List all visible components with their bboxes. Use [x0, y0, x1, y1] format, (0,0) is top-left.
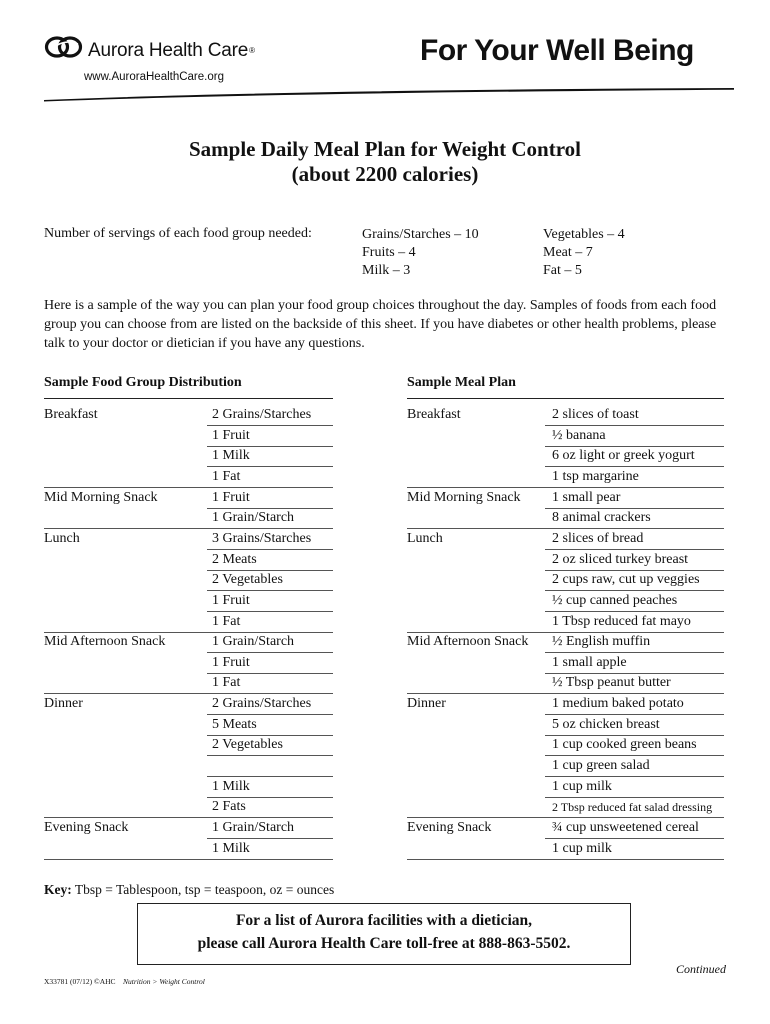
distribution-item: 1 Fat — [212, 468, 241, 484]
servings-item: Meat – 7 — [543, 245, 593, 260]
footer-code: X33781 (07/12) ©AHC — [44, 977, 116, 986]
meal-plan-row-rule — [545, 590, 724, 591]
meal-plan-row-rule — [545, 714, 724, 715]
meal-plan-row — [0, 469, 770, 490]
meal-plan-row-rule — [545, 652, 724, 653]
meal-plan-row-rule — [545, 570, 724, 571]
meal-plan-row-rule — [545, 797, 724, 798]
distribution-item: 1 Fruit — [212, 654, 250, 670]
meal-plan-item: 2 oz sliced turkey breast — [552, 551, 689, 567]
meal-plan-item: 1 cup milk — [552, 778, 612, 794]
meal-plan-row — [0, 407, 770, 428]
meal-plan-item: 1 cup green salad — [552, 758, 650, 774]
meal-plan-row — [0, 675, 770, 696]
callout-line-1: For a list of Aurora facilities with a dietician, — [235, 912, 533, 929]
meal-plan-row-rule — [545, 425, 724, 426]
distribution-item: 1 Fat — [212, 675, 241, 691]
meal-plan-row — [0, 779, 770, 800]
meal-plan-meal-label: Mid Morning Snack — [407, 489, 521, 505]
meal-plan-row — [0, 696, 770, 717]
meal-plan-item: 6 oz light or greek yogurt — [552, 448, 695, 464]
distribution-meal-label: Breakfast — [44, 407, 98, 422]
distribution-item: 5 Meats — [212, 716, 257, 732]
meal-plan-row-rule — [407, 693, 724, 694]
continued-note: Continued — [676, 962, 726, 976]
distribution-item: 2 Meats — [212, 551, 257, 567]
meal-plan-header-rule — [407, 398, 724, 399]
meal-plan-row — [0, 552, 770, 573]
meal-plan-row — [0, 820, 770, 841]
meal-plan-row — [0, 428, 770, 449]
distribution-meal-label: Lunch — [44, 530, 80, 546]
meal-plan-row-rule — [545, 755, 724, 756]
meal-plan-row — [0, 572, 770, 593]
meal-plan-row-rule — [407, 487, 724, 488]
key-label: Key: — [44, 882, 72, 897]
distribution-meal-label: Mid Morning Snack — [44, 489, 158, 505]
meal-plan-row-rule — [545, 508, 724, 509]
distribution-item: 1 Milk — [212, 778, 250, 794]
distribution-header-rule — [44, 398, 333, 399]
meal-plan-item: ½ cup canned peaches — [552, 592, 678, 608]
meal-plan-row — [0, 510, 770, 531]
servings-item: Fat – 5 — [543, 263, 582, 278]
brand-name: Aurora Health Care® — [88, 40, 255, 61]
meal-plan-row — [0, 655, 770, 676]
meal-plan-item: 2 Tbsp reduced fat salad dressing — [552, 800, 713, 815]
meal-plan-row — [0, 717, 770, 738]
meal-plan-row-rule — [545, 611, 724, 612]
meal-plan-row-rule — [407, 528, 724, 529]
meal-plan-item: 2 slices of toast — [552, 407, 639, 422]
dietician-callout-box — [137, 903, 631, 965]
meal-plan-item: 5 oz chicken breast — [552, 716, 660, 732]
servings-column-2 — [543, 226, 625, 280]
meal-plan-row-rule — [545, 549, 724, 550]
meal-plan-row-rule — [545, 446, 724, 447]
distribution-item: 1 Fruit — [212, 489, 250, 505]
header-swoosh — [44, 82, 734, 102]
meal-plan-row — [0, 737, 770, 758]
meal-plan-row — [0, 448, 770, 469]
meal-plan-row — [0, 614, 770, 635]
meal-plan-row — [0, 758, 770, 779]
registered-mark: ® — [249, 46, 255, 55]
distribution-item: 2 Grains/Starches — [212, 407, 312, 422]
distribution-item: 1 Grain/Starch — [212, 510, 295, 526]
servings-item: Milk – 3 — [362, 263, 411, 278]
meal-plan-row-rule — [545, 776, 724, 777]
meal-plan-item: ¾ cup unsweetened cereal — [552, 820, 699, 835]
meal-plan-item: 2 slices of bread — [552, 530, 644, 546]
meal-plan-row-rule — [545, 466, 724, 467]
tagline: For Your Well Being — [420, 34, 694, 67]
meal-plan-item: 1 cup milk — [552, 840, 612, 856]
meal-plan-row-rule — [407, 859, 724, 860]
distribution-item: 2 Vegetables — [212, 572, 283, 588]
meal-plan-item: 1 tsp margarine — [552, 468, 639, 484]
website-url: www.AuroraHealthCare.org — [84, 71, 224, 83]
meal-plan-row-rule — [545, 673, 724, 674]
meal-plan-item: 1 cup cooked green beans — [552, 737, 697, 753]
callout-line-2: please call Aurora Health Care toll-free at 888-863-5502. — [197, 935, 571, 952]
servings-column-1 — [362, 226, 479, 280]
meal-plan-row-rule — [545, 838, 724, 839]
intro-paragraph: Here is a sample of the way you can plan your food group choices throughout the day. Samples of foods from each food group you can choose from are listed on the backside of this sheet. If you have diabetes or other health problems, please talk to your doctor or dietician if you have any questions. — [44, 298, 717, 351]
distribution-item: 1 Grain/Starch — [212, 634, 295, 650]
page-title: Sample Daily Meal Plan for Weight Control — [189, 137, 581, 161]
servings-item: Vegetables – 4 — [543, 227, 625, 242]
distribution-item: 1 Milk — [212, 448, 250, 464]
meal-plan-meal-label: Lunch — [407, 530, 443, 546]
distribution-item: 3 Grains/Starches — [212, 530, 312, 546]
meal-plan-row — [0, 799, 770, 820]
meal-plan-item: 1 small pear — [552, 489, 621, 505]
distribution-meal-label: Dinner — [44, 696, 83, 712]
meal-plan-row — [0, 490, 770, 511]
servings-item: Fruits – 4 — [362, 245, 416, 260]
distribution-item: 1 Grain/Starch — [212, 820, 295, 835]
servings-label: Number of servings of each food group needed: — [44, 226, 312, 241]
footer-path: Nutrition > Weight Control — [123, 977, 205, 986]
meal-plan-row — [0, 593, 770, 614]
distribution-item: 2 Vegetables — [212, 737, 283, 753]
meal-plan-item: ½ Tbsp peanut butter — [552, 675, 671, 691]
distribution-item: 1 Fruit — [212, 427, 250, 443]
key-text: Tbsp = Tablespoon, tsp = teaspoon, oz = ounces — [71, 882, 335, 897]
servings-item: Grains/Starches – 10 — [362, 227, 479, 242]
page-subtitle: (about 2200 calories) — [291, 162, 479, 186]
meal-plan-item: 2 cups raw, cut up veggies — [552, 572, 700, 588]
meal-plan-item: ½ English muffin — [552, 634, 651, 650]
meal-plan-row — [0, 531, 770, 552]
distribution-item: 1 Milk — [212, 840, 250, 856]
meal-plan-meal-label: Breakfast — [407, 407, 461, 422]
meal-plan-meal-label: Dinner — [407, 696, 446, 712]
meal-plan-item: 1 medium baked potato — [552, 696, 684, 712]
meal-plan-meal-label: Evening Snack — [407, 820, 492, 835]
meal-plan-heading: Sample Meal Plan — [407, 375, 516, 390]
aurora-logo-icon — [44, 34, 84, 60]
meal-plan-row-rule — [407, 817, 724, 818]
distribution-item: 1 Fruit — [212, 592, 250, 608]
meal-plan-meal-label: Mid Afternoon Snack — [407, 634, 529, 650]
meal-plan-row-rule — [545, 735, 724, 736]
meal-plan-row-rule — [407, 632, 724, 633]
distribution-meal-label: Evening Snack — [44, 820, 129, 835]
distribution-meal-label: Mid Afternoon Snack — [44, 634, 166, 650]
key-legend — [44, 882, 334, 898]
distribution-item: 2 Grains/Starches — [212, 696, 312, 712]
meal-plan-item: ½ banana — [552, 427, 606, 443]
distribution-item: 2 Fats — [212, 799, 246, 815]
meal-plan-item: 1 Tbsp reduced fat mayo — [552, 613, 691, 629]
meal-plan-row — [0, 634, 770, 655]
meal-plan-item: 1 small apple — [552, 654, 627, 670]
meal-plan-row — [0, 841, 770, 862]
distribution-item: 1 Fat — [212, 613, 241, 629]
distribution-heading: Sample Food Group Distribution — [44, 375, 242, 390]
meal-plan-item: 8 animal crackers — [552, 510, 651, 526]
